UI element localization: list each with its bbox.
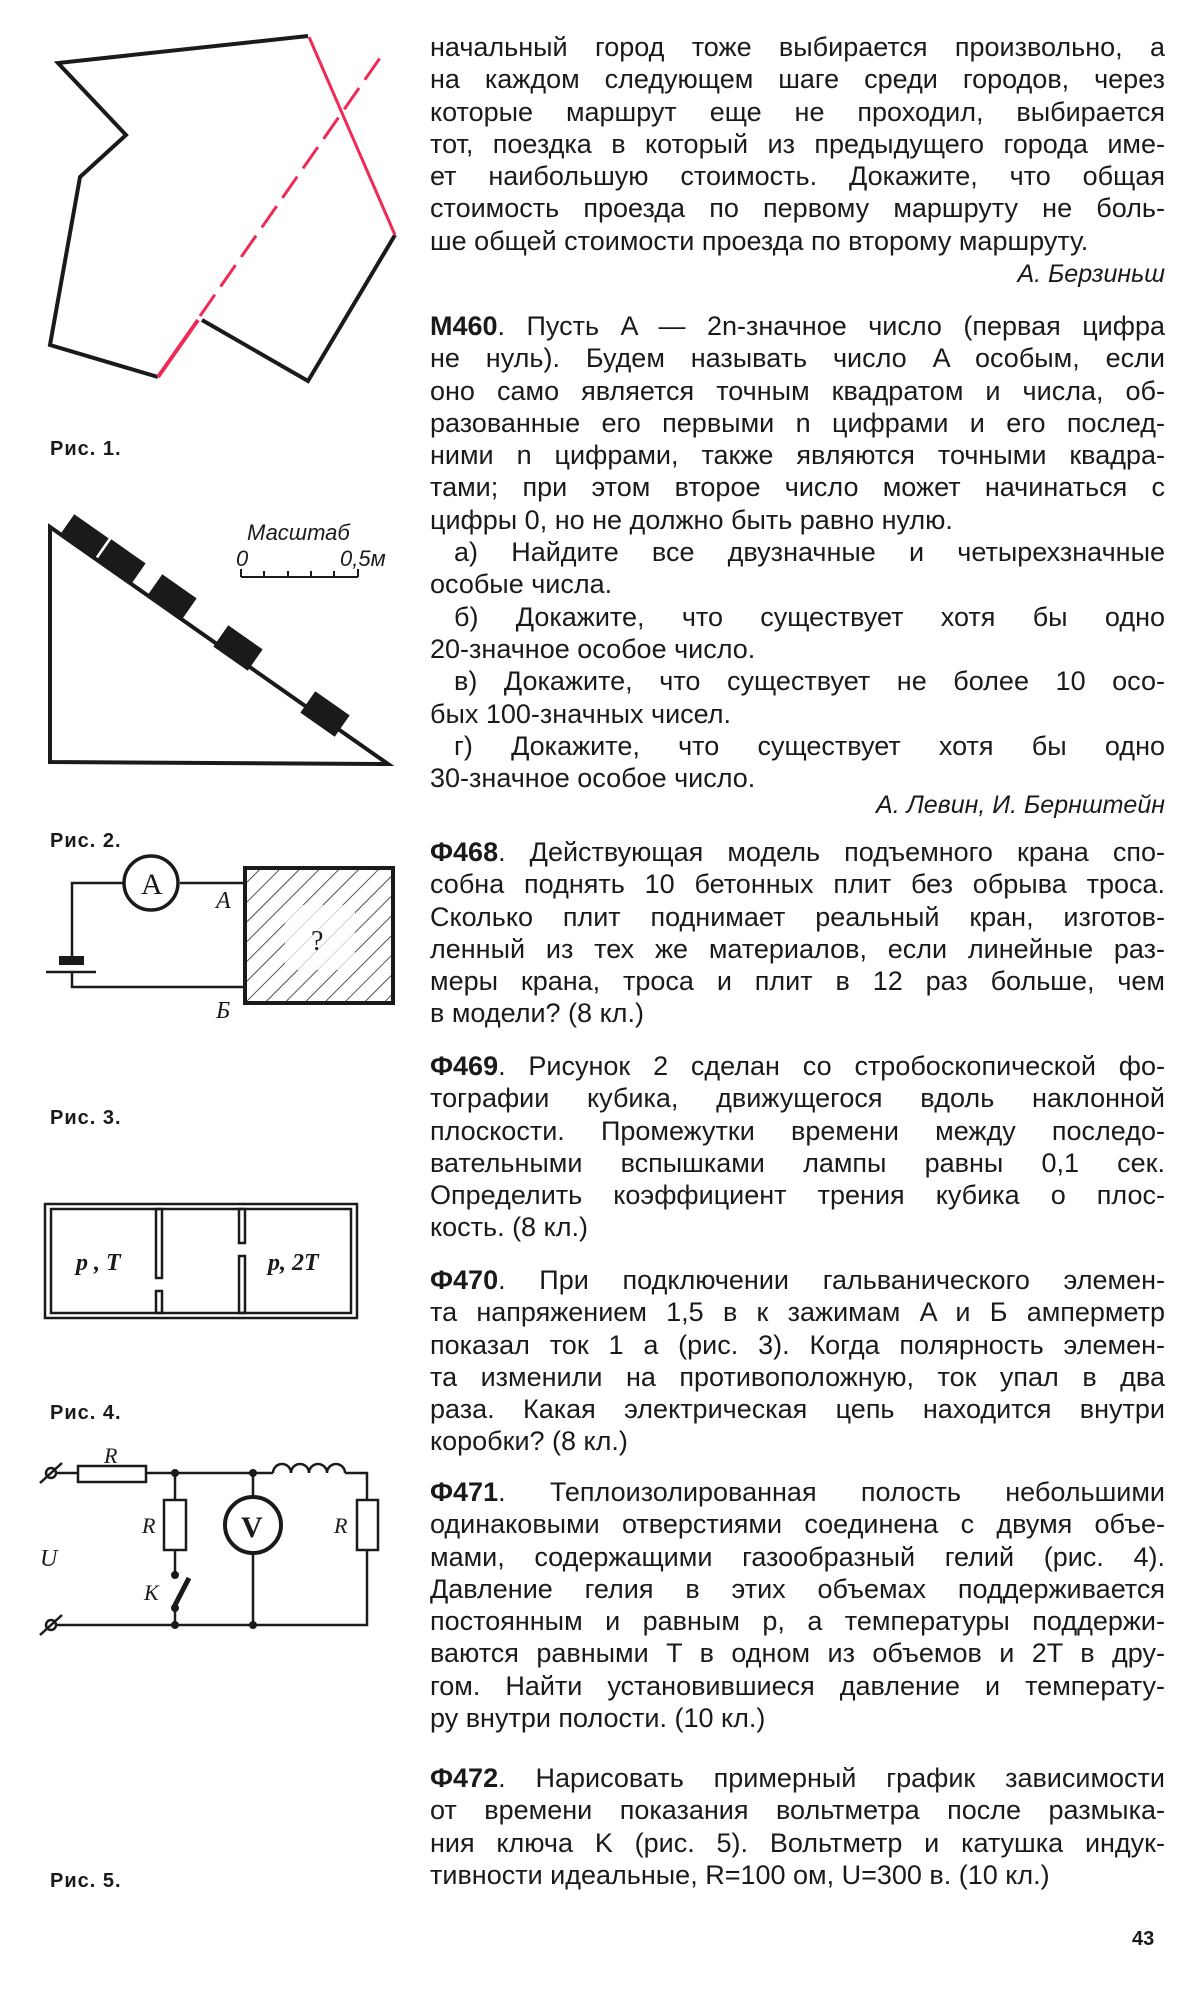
line-text: тами; при этом второе число может начинаться с [430,472,1165,503]
left-volume-label: p , T [76,1250,121,1276]
text-line [430,407,1165,439]
text-line [430,536,1165,568]
line-text: тивности идеальные, R=100 ом, U=300 в. (10 кл.) [430,1859,1050,1890]
line-text: гом. Найти установившиеся давление и температу- [430,1670,1165,1701]
text-line [430,1476,1165,1508]
text-line [430,1082,1165,1114]
line-text: бых 100-значных чисел. [430,698,732,729]
line-text: Давление гелия в этих объемах поддерживается [430,1573,1165,1604]
line-text: мами, содержащими газообразный гелий (рис. 4). [430,1541,1165,1572]
problem-f470 [430,1264,1165,1458]
problem-f472 [430,1762,1165,1891]
text-line [430,1637,1165,1669]
text-line [430,1211,1165,1243]
text-line [430,1573,1165,1605]
line-text: ленный из тех же материалов, если линейные раз- [430,933,1165,964]
line-text: а) Найдите все двузначные и четырехзначные [454,537,1165,568]
problem-label: Ф468 [430,837,499,867]
scale-title: Масштаб [247,520,350,545]
inductor-icon [273,1464,345,1473]
text-line [430,96,1165,128]
terminal-a-label: A [216,888,231,914]
r-mid-label: R [142,1513,156,1538]
problem-f471 [430,1476,1165,1734]
author-levin-bernstein: А. Левин, И. Бернштейн [876,791,1165,819]
text-line [430,1859,1165,1891]
text-line [430,665,1165,697]
resistor-middle [164,1500,186,1550]
text-line [430,1827,1165,1859]
text-line [430,601,1165,633]
text-line [430,310,1165,342]
line-text: коробки? (8 кл.) [430,1426,628,1457]
scale-zero: 0 [236,546,249,571]
text-line [430,997,1165,1029]
text-line [430,965,1165,997]
text-line [430,1670,1165,1702]
text-line [430,375,1165,407]
text-line [430,762,1165,794]
line-text: раза. Какая электрическая цепь находится внутри [430,1394,1165,1425]
text-line [430,730,1165,762]
text-line [430,1425,1165,1457]
text-line [430,901,1165,933]
line-text: Определить коэффициент трения кубика о плос- [430,1180,1165,1211]
line-text: ше общей стоимости проезда по второму маршруту. [430,225,1089,256]
text-line [430,160,1165,192]
page-number: 43 [1132,1928,1155,1950]
figure-5-circuit [40,1463,378,1635]
cube-positions [59,514,349,736]
line-text: ет наибольшую стоимость. Докажите, что общая [430,161,1165,192]
resistor-right [357,1500,378,1550]
text-line [430,63,1165,95]
text-line [430,1264,1165,1296]
line-text: в) Докажите, что существует не более 10 осо- [454,666,1165,697]
figure-1-caption: Рис. 1. [50,438,122,460]
unknown-label: ? [311,926,324,957]
line-text: в модели? (8 кл.) [430,998,644,1029]
line-text: одинаковыми отверстиями соединена с двумя объе- [430,1509,1165,1540]
figure-1-polygon [50,36,395,381]
resistor-top [78,1466,146,1482]
text-line [430,633,1165,665]
line-text: постоянным и равным p, а температуры поддержи- [430,1606,1165,1637]
figure-2-caption: Рис. 2. [50,830,122,852]
line-text: начальный город тоже выбирается произвольно, а [430,32,1165,62]
line-text: оно само является точным квадратом и числа, об- [430,375,1165,406]
text-line [430,439,1165,471]
text-line [430,1393,1165,1425]
line-text: 30-значное особое число. [430,763,756,794]
terminal-b-label: Б [216,998,231,1024]
line-text: показал ток 1 а (рис. 3). Когда полярность элемен- [430,1329,1165,1360]
voltmeter-label: V [241,1511,263,1544]
figures-svg [0,0,420,1996]
problem-label: М460 [430,311,498,341]
text-line [430,1702,1165,1734]
figure-3-caption: Рис. 3. [50,1107,122,1129]
text-line [430,1329,1165,1361]
text-line [430,1296,1165,1328]
line-text: от времени показания вольтметра после размыка- [430,1795,1165,1826]
problem-m460 [430,310,1165,794]
figure-5-caption: Рис. 5. [50,1870,122,1892]
text-line [430,568,1165,600]
text-line [430,1147,1165,1179]
line-text: ваются равными T в одном из объемов и 2T в дру- [430,1638,1165,1669]
text-line [430,836,1165,868]
figure-3-circuit [46,856,393,1003]
problem-f469 [430,1050,1165,1244]
line-text: г) Докажите, что существует хотя бы одно [454,730,1165,761]
text-line [430,1794,1165,1826]
line-text: б) Докажите, что существует хотя бы одно [454,601,1165,632]
problem-label: Ф471 [430,1477,499,1507]
line-text: которые маршрут еще не проходил, выбирается [430,96,1165,127]
battery-icon [59,956,84,965]
line-text: ния ключа K (рис. 5). Вольтметр и катушка индук- [430,1827,1165,1858]
text-line [430,342,1165,374]
text-line [430,1361,1165,1393]
r-right-label: R [334,1513,348,1538]
line-text: на каждом следующем шаге среди городов, через [430,64,1165,95]
problem-f468 [430,836,1165,1030]
line-text: меры крана, троса и плит в 12 раз больше, чем [430,966,1165,997]
line-text: собна поднять 10 бетонных плит без обрыва троса. [430,869,1165,900]
text-line [430,698,1165,730]
text-line [430,1050,1165,1082]
problem-label: Ф470 [430,1265,499,1295]
text-line [430,868,1165,900]
text-line [430,225,1165,257]
line-text: 20-значное особое число. [430,633,756,664]
text-line [430,192,1165,224]
switch-k [174,1578,189,1607]
line-text: особые числа. [430,569,613,600]
line-text: стоимость проезда по первому маршруту не боль- [430,193,1165,224]
line-text: тографии кубика, движущегося вдоль наклонной [430,1083,1165,1114]
problem-label: Ф469 [430,1051,499,1081]
ammeter-label: A [141,868,163,901]
line-text: ру внутри полости. (10 кл.) [430,1703,766,1734]
figure-2-incline [50,514,388,764]
text-line [430,1179,1165,1211]
line-text: Сколько плит поднимает реальный кран, изготов- [430,901,1165,932]
line-text: та изменили на противоположную, ток упал в два [430,1361,1165,1392]
author-berzinsh: А. Берзиньш [1017,260,1165,288]
line-text: вательными вспышками лампы равны 0,1 сек. [430,1147,1165,1178]
line-text: . Пусть A — 2n-значное число (первая цифра [497,311,1165,341]
line-text: . Действующая модель подъемного крана спо- [498,837,1165,867]
scale-end: 0,5м [340,546,386,571]
line-text: тот, поездка в который из предыдущего города име- [430,128,1165,159]
line-text: . Нарисовать примерный график зависимости [498,1763,1165,1793]
r-top-label: R [104,1443,118,1468]
text-line [430,1762,1165,1794]
line-text: разованные его первыми n цифрами и его послед- [430,407,1165,438]
text-line [430,128,1165,160]
voltage-label: U [40,1546,58,1572]
line-text: . Рисунок 2 сделан со стробоскопической фо- [498,1051,1165,1081]
text-line [430,31,1165,63]
figure-4-caption: Рис. 4. [50,1402,122,1424]
line-text: . Теплоизолированная полость небольшими [498,1477,1165,1507]
text-line [430,1541,1165,1573]
text-line [430,933,1165,965]
text-line [430,1115,1165,1147]
key-label: K [144,1580,159,1605]
line-text: цифры 0, но не должно быть равно нулю. [430,504,953,535]
text-line [430,1508,1165,1540]
line-text: . При подключении гальванического элемен- [498,1265,1165,1295]
line-text: плоскости. Промежутки времени между последо- [430,1115,1165,1146]
right-volume-label: p, 2T [268,1250,319,1276]
problem-label: Ф472 [430,1763,499,1793]
text-line [430,504,1165,536]
line-text: не нуль). Будем называть число A особым, если [430,343,1165,374]
intro-paragraph [430,31,1165,257]
line-text: кость. (8 кл.) [430,1212,588,1243]
line-text: ними n цифрами, также являются точными квадра- [430,440,1165,471]
text-line [430,471,1165,503]
text-line [430,1605,1165,1637]
line-text: та напряжением 1,5 в к зажимам A и Б амперметр [430,1297,1165,1328]
